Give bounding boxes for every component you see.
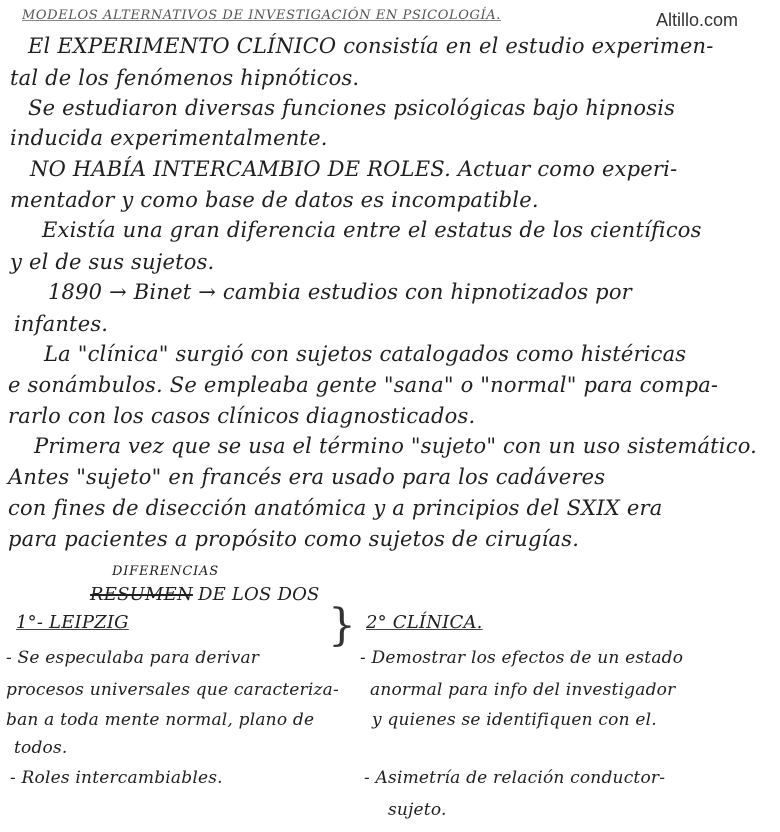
left-column-line: ban a toda mente normal, plano de: [6, 710, 315, 730]
body-line: inducida experimentalmente.: [10, 126, 328, 150]
left-column-line: - Se especulaba para derivar: [6, 648, 260, 668]
body-line: rarlo con los casos clínicos diagnosticados.: [8, 404, 476, 428]
right-column-title: 2° CLÍNICA.: [366, 612, 483, 633]
right-column-line: - Demostrar los efectos de un estado: [360, 648, 684, 668]
body-line: 1890 → Binet → cambia estudios con hipnotizados por: [48, 280, 632, 304]
body-line: mentador y como base de datos es incompatible.: [10, 188, 539, 212]
body-line: Se estudiaron diversas funciones psicológicas bajo hipnosis: [28, 96, 676, 120]
body-line: El EXPERIMENTO CLÍNICO consistía en el estudio experimen-: [28, 34, 714, 58]
page-heading: MODELOS ALTERNATIVOS DE INVESTIGACIÓN EN PSICOLOGÍA.: [22, 8, 501, 23]
section-struck-word: RESUMEN: [90, 584, 193, 605]
body-line: e sonámbulos. Se empleaba gente "sana" o "normal" para compa-: [8, 373, 719, 397]
right-column-line: y quienes se identifiquen con el.: [372, 710, 657, 730]
body-line: La "clínica" surgió con sujetos catalogados como histéricas: [44, 342, 687, 366]
body-line: tal de los fenómenos hipnóticos.: [10, 66, 360, 90]
right-column-line: - Asimetría de relación conductor-: [364, 768, 666, 788]
body-line: con fines de disección anatómica y a principios del SXIX era: [8, 496, 663, 520]
body-line: Antes "sujeto" en francés era usado para los cadáveres: [8, 465, 606, 489]
left-column-line: - Roles intercambiables.: [10, 768, 223, 788]
body-line: NO HABÍA INTERCAMBIO DE ROLES. Actuar como experi-: [30, 157, 678, 181]
left-column-line: todos.: [14, 738, 68, 758]
body-line: para pacientes a propósito como sujetos de cirugías.: [8, 527, 580, 551]
left-column-title: 1°- LEIPZIG: [16, 612, 129, 633]
right-column-line: sujeto.: [388, 800, 447, 820]
body-line: y el de sus sujetos.: [10, 250, 215, 274]
body-line: Existía una gran diferencia entre el estatus de los científicos: [42, 218, 702, 242]
section-superscript: DIFERENCIAS: [112, 564, 219, 579]
left-column-line: procesos universales que caracteriza-: [6, 680, 339, 700]
right-column-line: anormal para info del investigador: [370, 680, 676, 700]
body-line: infantes.: [14, 312, 109, 336]
section-title: DE LOS DOS: [198, 584, 320, 605]
site-watermark: Altillo.com: [655, 10, 738, 30]
body-line: Primera vez que se usa el término "sujeto" con un uso sistemático.: [34, 434, 758, 458]
curly-brace: }: [328, 600, 356, 651]
